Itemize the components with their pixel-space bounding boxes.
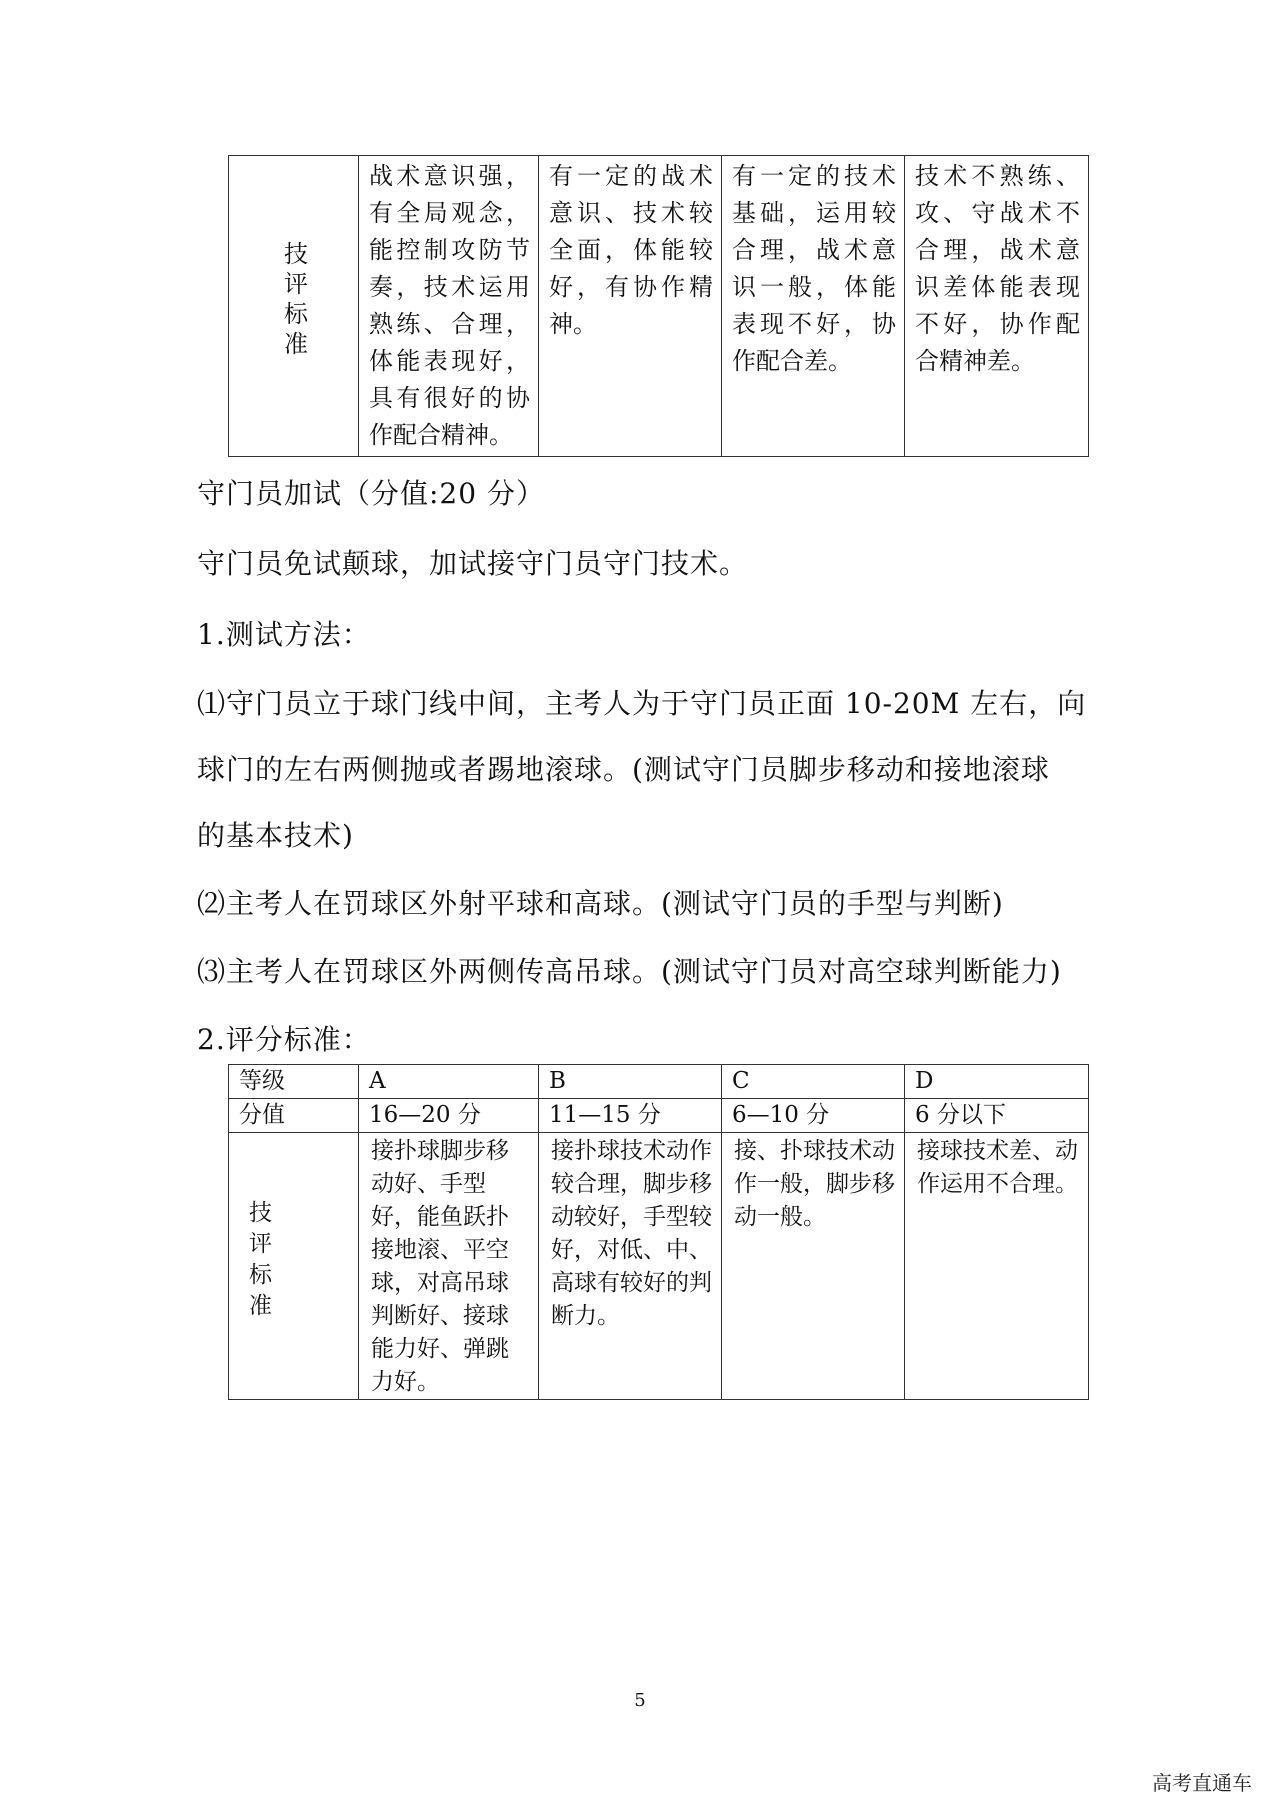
score-b: 11—15 分: [539, 1099, 722, 1133]
score-d: 6 分以下: [905, 1099, 1089, 1133]
criteria-cell-b: [539, 156, 722, 457]
criteria-cell-d: [905, 156, 1089, 457]
method-item-1-line1: ⑴守门员立于球门线中间，主考人为于守门员正面 10-20M 左右，向: [197, 687, 1087, 720]
page-number: 5: [634, 1690, 646, 1711]
method-item-1-line2: 球门的左右两侧抛或者踢地滚球。(测试守门员脚步移动和接地滚球: [197, 753, 1050, 786]
gk-criteria-d: 接球技术差、动作运用不合理。: [905, 1133, 1089, 1400]
criteria-text-d: 技术不熟练、攻、守战术不合理，战术意识差体能表现不好，协作配合精神差。: [915, 162, 1080, 375]
table-row: [229, 1065, 1089, 1099]
criteria-label: 技评标准: [245, 1200, 271, 1324]
skill-criteria-table: [228, 155, 1089, 457]
goalkeeper-intro: 守门员免试颠球，加试接守门员守门技术。: [197, 547, 749, 580]
score-c: 6—10 分: [722, 1099, 905, 1133]
header-b: B: [539, 1065, 722, 1099]
method-item-3: ⑶主考人在罚球区外两侧传高吊球。(测试守门员对高空球判断能力): [197, 955, 1062, 988]
criteria-text-a: 战术意识强，有全局观念，能控制攻防节奏，技术运用熟练、合理，体能表现好，具有很好的协作配合精神。: [369, 162, 530, 449]
gk-criteria-a: 接扑球脚步移动好、手型好，能鱼跃扑接地滚、平空球，对高吊球判断好、接球能力好、弹跳力好。: [359, 1133, 539, 1400]
goalkeeper-scoring-table: [228, 1064, 1089, 1400]
criteria-label: 技评标准: [279, 240, 308, 361]
header-grade: 等级: [229, 1065, 359, 1099]
header-c: C: [722, 1065, 905, 1099]
scoring-heading: 2.评分标准：: [197, 1023, 371, 1056]
criteria-text-c: 有一定的技术基础，运用较合理，战术意识一般，体能表现不好，协作配合差。: [732, 162, 896, 375]
criteria-cell-c: [722, 156, 905, 457]
header-a: A: [359, 1065, 539, 1099]
criteria-cell-a: [359, 156, 539, 457]
goalkeeper-title: 守门员加试（分值:20 分）: [197, 477, 545, 510]
gk-criteria-b: 接扑球技术动作较合理，脚步移动较好，手型较好，对低、中、高球有较好的判断力。: [539, 1133, 722, 1400]
score-a: 16—20 分: [359, 1099, 539, 1133]
table-row: [229, 156, 1089, 457]
method-heading: 1.测试方法：: [197, 618, 371, 651]
criteria-label-cell: [229, 156, 359, 457]
table-row: [229, 1099, 1089, 1133]
header-d: D: [905, 1065, 1089, 1099]
gk-criteria-c: 接、扑球技术动作一般，脚步移动一般。: [722, 1133, 905, 1400]
criteria-text-b: 有一定的战术意识、技术较全面，体能较好，有协作精神。: [549, 162, 713, 338]
watermark: 高考直通车: [1152, 1771, 1252, 1795]
table-row: [229, 1133, 1089, 1400]
scores-label: 分值: [229, 1099, 359, 1133]
method-item-2: ⑵主考人在罚球区外射平球和高球。(测试守门员的手型与判断): [197, 887, 1004, 920]
criteria-label-cell: [229, 1133, 359, 1400]
method-item-1-line3: 的基本技术): [197, 819, 354, 852]
